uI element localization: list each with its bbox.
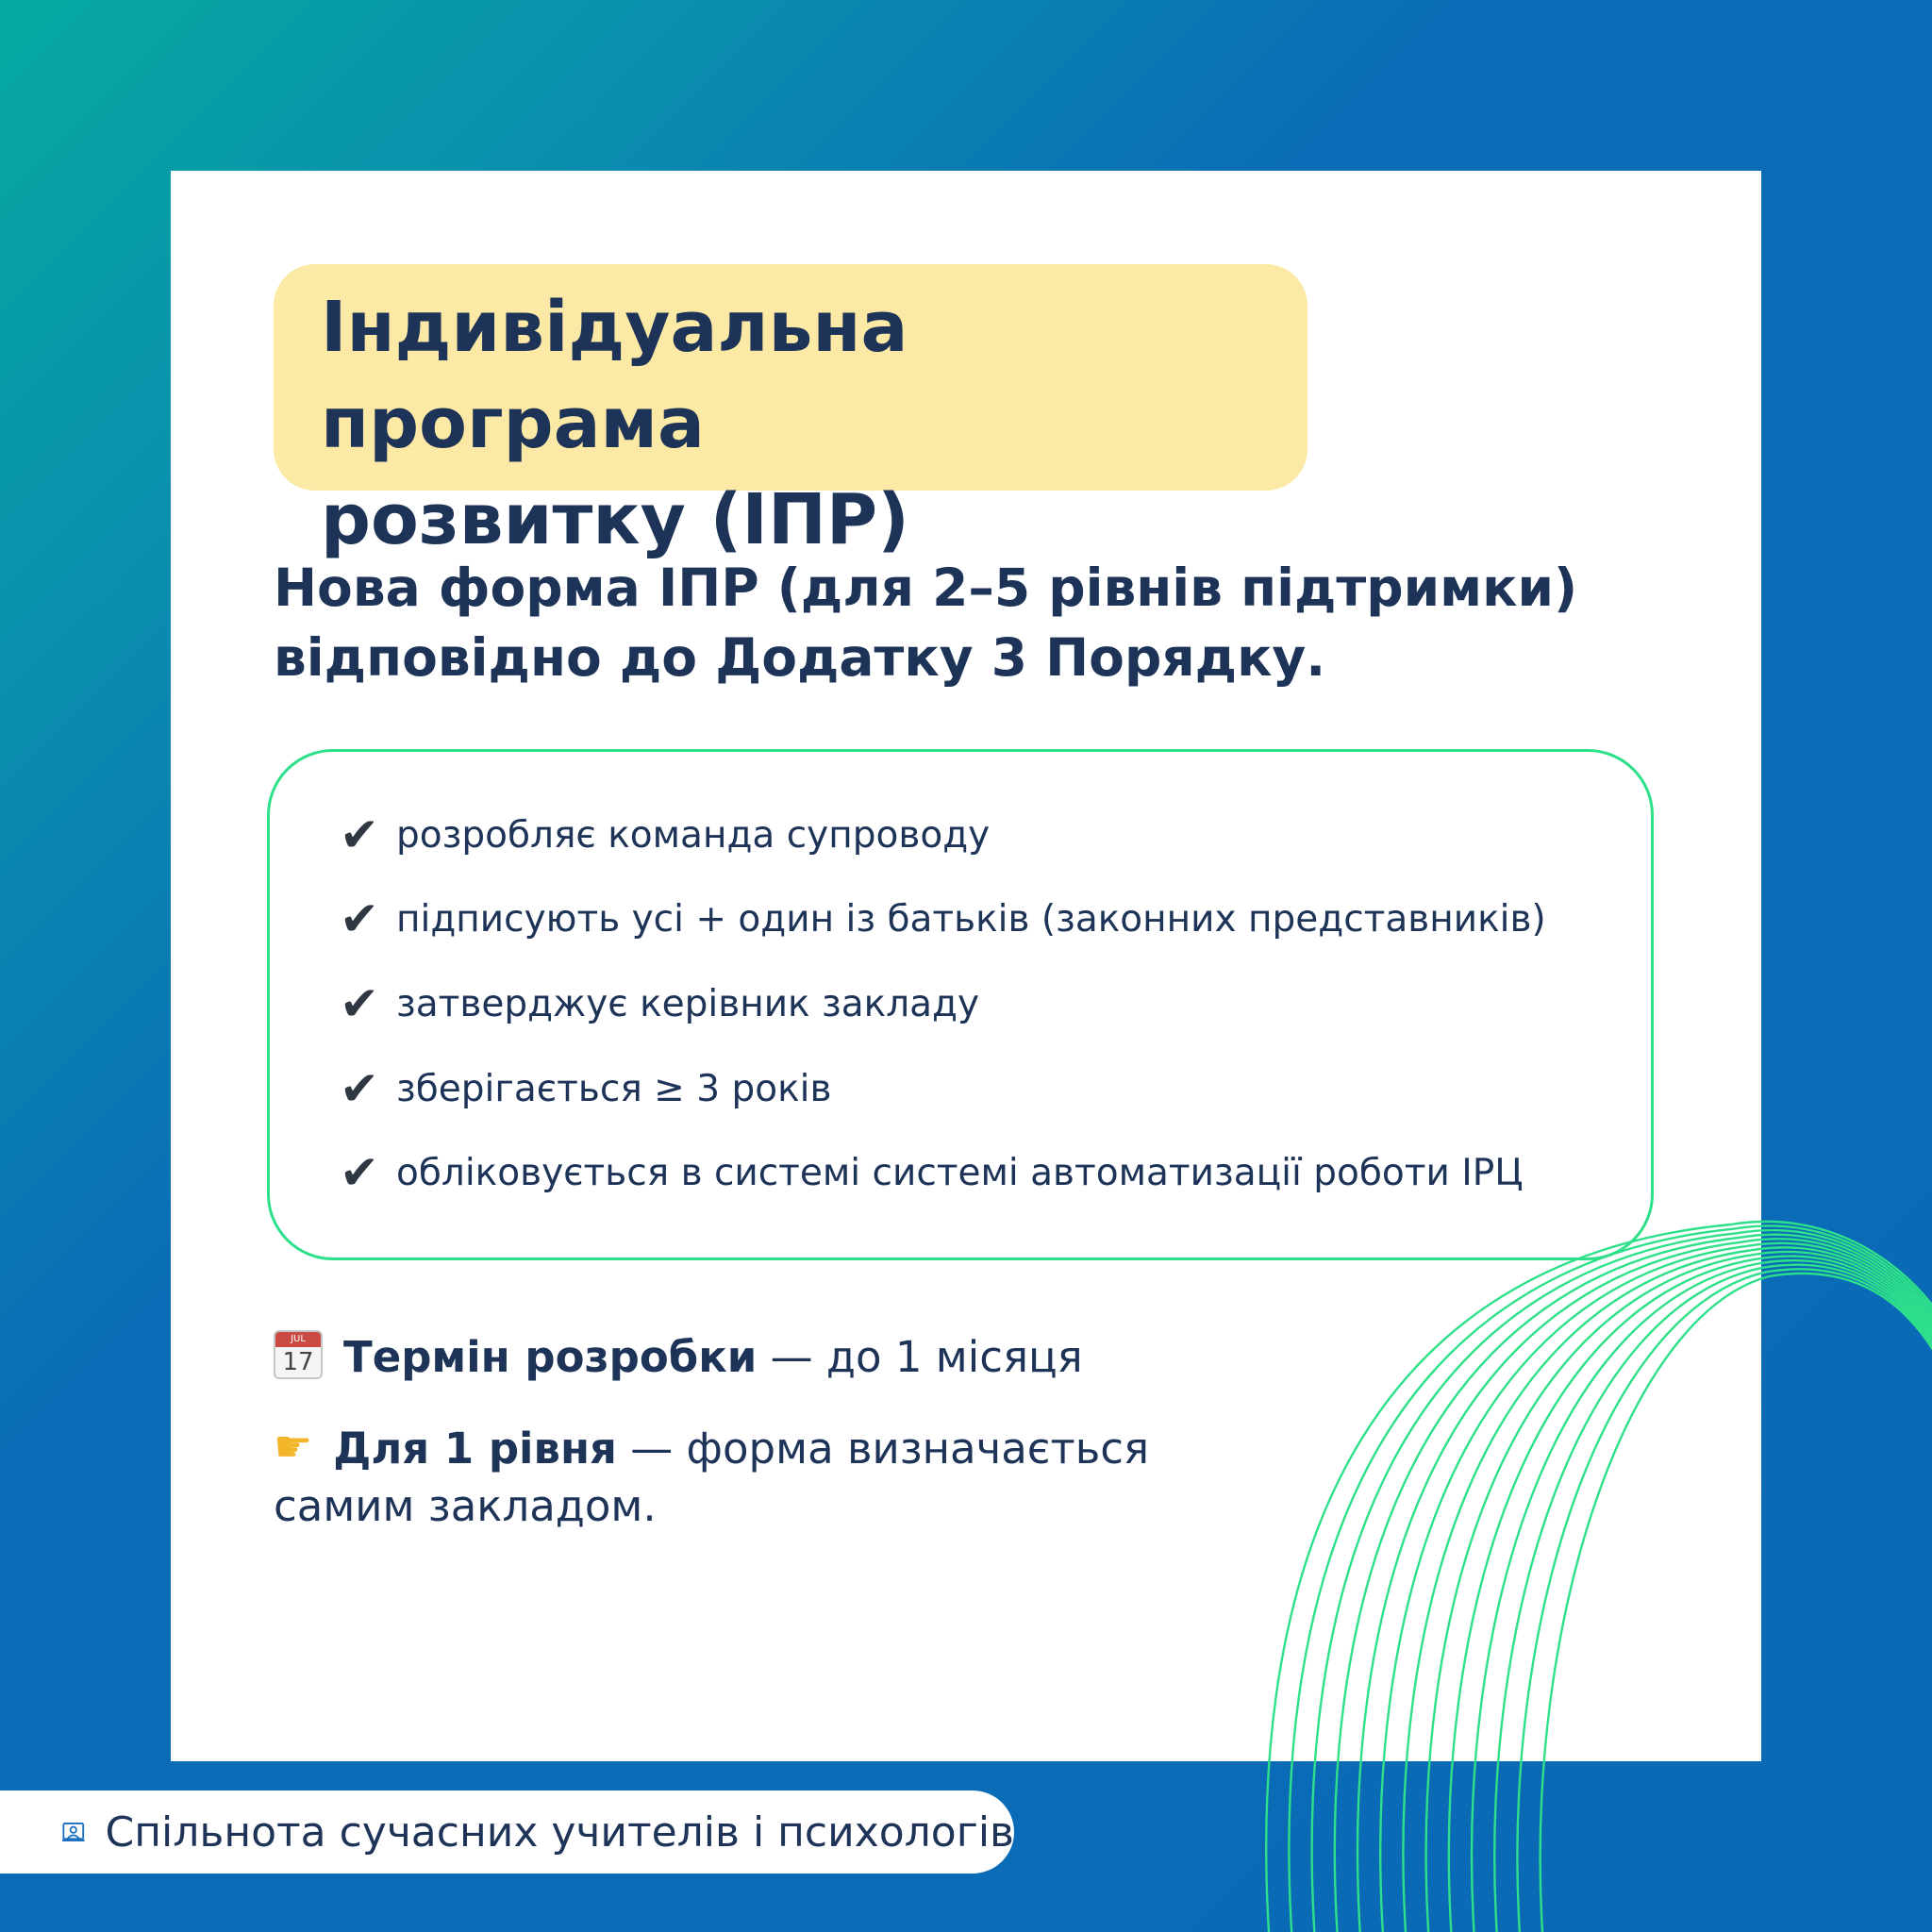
page-title: Індивідуальна програма розвитку (ІПР)	[321, 287, 909, 560]
checklist-item	[340, 891, 1546, 947]
checklist-item	[340, 975, 979, 1032]
calendar-month: JUL	[275, 1332, 321, 1347]
check-icon: ✔	[340, 891, 379, 946]
check-icon: ✔	[340, 1061, 379, 1116]
level1-note-text: — форма визначається	[616, 1424, 1150, 1474]
check-icon: ✔	[340, 808, 379, 862]
checklist-item	[340, 1060, 831, 1117]
checklist-item-text: зберігається ≥ 3 років	[396, 1067, 832, 1110]
term-note-bold: Термін розробки	[343, 1332, 758, 1382]
checklist-item-text: підписують усі + один із батьків (законних представників)	[396, 897, 1546, 941]
calendar-icon	[274, 1330, 323, 1379]
checklist-item-text: обліковується в системі системі автоматизації роботи ІРЦ	[396, 1151, 1524, 1194]
footer-badge	[0, 1790, 1014, 1874]
checklist-item	[340, 1144, 1524, 1201]
checklist-item-text: розробляє команда супроводу	[396, 813, 991, 857]
check-icon: ✔	[340, 1145, 379, 1200]
pointing-hand-icon: ☛	[274, 1421, 313, 1472]
footer-text: Спільнота сучасних учителів і психологів	[105, 1807, 1014, 1857]
calendar-day: 17	[282, 1348, 314, 1376]
checklist-item	[340, 807, 990, 863]
community-logo-icon	[62, 1810, 85, 1854]
term-note-text: — до 1 місяця	[757, 1332, 1083, 1382]
checklist-item-text: затверджує керівник закладу	[396, 982, 980, 1025]
level1-note-bold: Для 1 рівня	[333, 1424, 617, 1474]
level1-note	[274, 1422, 1217, 1534]
subtitle: Нова форма ІПР (для 2–5 рівнів підтримки) відповідно до Додатку 3 Порядку.	[274, 558, 1578, 688]
level1-note-text-line2: самим закладом.	[274, 1481, 657, 1531]
check-icon: ✔	[340, 976, 379, 1031]
term-note	[274, 1330, 1217, 1385]
